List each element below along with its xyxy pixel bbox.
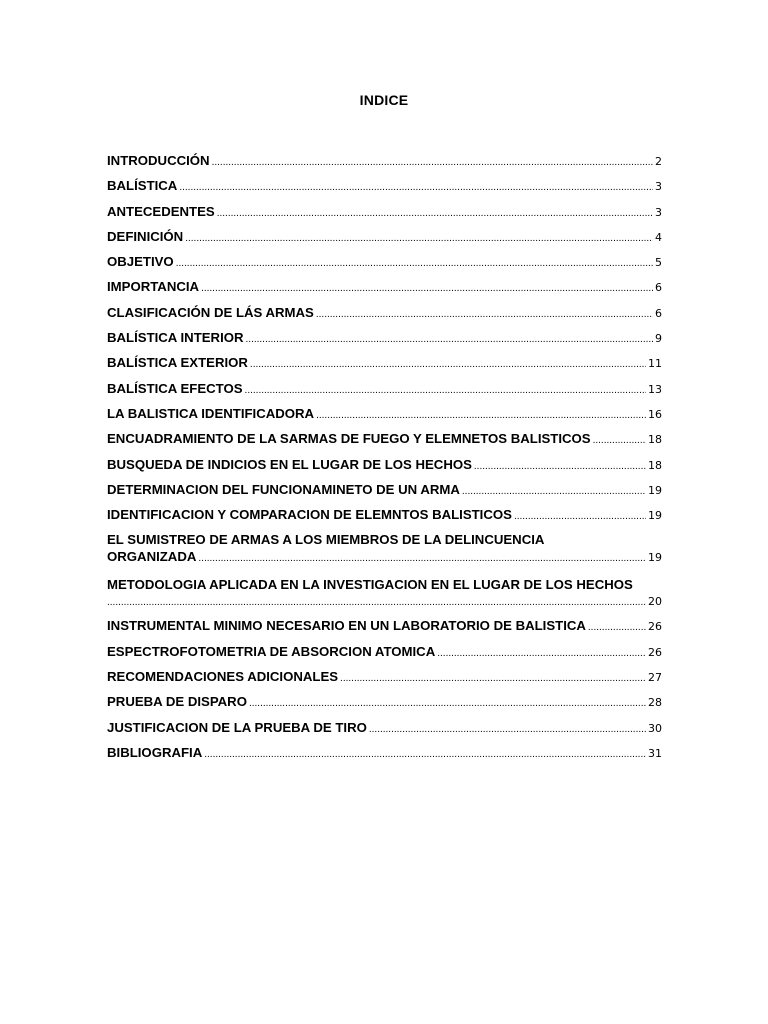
toc-entry-balistica-interior[interactable] — [107, 329, 662, 346]
toc-entry-label: PRUEBA DE DISPARO — [107, 694, 247, 710]
toc-entry-page: 11 — [648, 357, 662, 371]
toc-entry-instrumental[interactable] — [107, 617, 662, 634]
toc-entry-balistica[interactable] — [107, 177, 662, 194]
toc-entry-label: BALÍSTICA INTERIOR — [107, 330, 244, 346]
toc-entry-label: DETERMINACION DEL FUNCIONAMINETO DE UN ARMA — [107, 481, 460, 497]
toc-entry-page: 19 — [648, 483, 662, 497]
dot-leader — [179, 179, 653, 196]
toc-entry-page: 18 — [648, 458, 662, 472]
toc-entry-balistica-efectos[interactable] — [107, 380, 662, 397]
toc-entry-label: INSTRUMENTAL MINIMO NECESARIO EN UN LABORATORIO DE BALISTICA — [107, 618, 586, 634]
toc-entry-definicion[interactable] — [107, 228, 662, 245]
toc-entry-label: BUSQUEDA DE INDICIOS EN EL LUGAR DE LOS HECHOS — [107, 456, 472, 472]
toc-entry-page: 5 — [655, 256, 662, 270]
dot-leader — [176, 255, 653, 272]
toc-entry-prueba-disparo[interactable] — [107, 693, 662, 710]
dot-leader — [462, 483, 646, 500]
page-title: INDICE — [359, 92, 409, 108]
dot-leader — [217, 205, 653, 222]
dot-leader — [588, 619, 646, 636]
toc-entry-page: 16 — [648, 407, 662, 421]
toc-entry-label: RECOMENDACIONES ADICIONALES — [107, 669, 339, 685]
dot-leader — [316, 407, 646, 424]
toc-entry-metodologia[interactable] — [107, 575, 662, 610]
toc-entry-label: ANTECEDENTES — [107, 203, 215, 219]
toc-entry-label: BALÍSTICA EXTERIOR — [107, 355, 248, 371]
table-of-contents — [107, 152, 662, 769]
toc-entry-label: INTRODUCCIÓN — [107, 153, 210, 168]
dot-leader — [316, 306, 653, 323]
toc-entry-page: 2 — [655, 155, 662, 168]
dot-leader — [198, 550, 646, 567]
toc-entry-antecedentes[interactable] — [107, 203, 662, 220]
toc-entry-page: 4 — [655, 230, 662, 244]
toc-entry-label-continued: ORGANIZADA — [107, 549, 197, 565]
toc-entry-page: 19 — [648, 509, 662, 523]
toc-entry-page: 9 — [655, 332, 662, 346]
toc-entry-label: BALÍSTICA — [107, 178, 178, 194]
toc-entry-page: 13 — [648, 382, 662, 396]
toc-entry-balistica-identificadora[interactable] — [107, 405, 662, 422]
toc-entry-page: 26 — [648, 620, 662, 634]
toc-entry-label: JUSTIFICACION DE LA PRUEBA DE TIRO — [107, 719, 367, 735]
dot-leader — [250, 356, 646, 373]
toc-entry-page: 3 — [655, 180, 662, 194]
toc-entry-page: 28 — [648, 696, 662, 710]
dot-leader — [514, 508, 646, 525]
toc-entry-page: 6 — [655, 306, 662, 320]
dot-leader — [369, 721, 646, 738]
dot-leader — [201, 280, 653, 297]
toc-entry-page: 6 — [655, 281, 662, 295]
toc-entry-espectrofotometria[interactable] — [107, 643, 662, 660]
dot-leader — [204, 746, 646, 763]
dot-leader — [593, 432, 646, 449]
toc-entry-page: 18 — [648, 433, 662, 447]
toc-entry-label: IDENTIFICACION Y COMPARACION DE ELEMNTOS BALISTICOS — [107, 507, 512, 523]
toc-entry-determinacion[interactable] — [107, 481, 662, 498]
toc-entry-label: METODOLOGIA APLICADA EN LA INVESTIGACION EN EL LUGAR DE LOS HECHOS — [107, 577, 633, 593]
toc-entry-page: 27 — [648, 671, 662, 685]
toc-entry-label: BIBLIOGRAFIA — [107, 744, 203, 760]
toc-entry-page: 30 — [648, 721, 662, 735]
dot-leader — [340, 670, 646, 687]
toc-entry-label: DEFINICIÓN — [107, 228, 184, 244]
toc-entry-page: 19 — [648, 551, 662, 565]
toc-entry-encuadramiento[interactable] — [107, 430, 662, 447]
toc-entry-label: CLASIFICACIÓN DE LÁS ARMAS — [107, 304, 314, 320]
toc-entry-bibliografia[interactable] — [107, 744, 662, 761]
toc-entry-page: 31 — [648, 746, 662, 760]
toc-entry-clasificacion[interactable] — [107, 304, 662, 321]
dot-leader — [474, 458, 646, 475]
toc-entry-page: 3 — [655, 205, 662, 219]
toc-entry-busqueda[interactable] — [107, 456, 662, 473]
toc-entry-label: ESPECTROFOTOMETRIA DE ABSORCION ATOMICA — [107, 643, 436, 659]
toc-entry-label: BALÍSTICA EFECTOS — [107, 380, 243, 396]
toc-entry-label: IMPORTANCIA — [107, 279, 200, 295]
dot-leader — [249, 695, 646, 712]
dot-leader — [185, 230, 653, 247]
dot-leader — [212, 154, 653, 171]
toc-entry-label: EL SUMISTREO DE ARMAS A LOS MIEMBROS DE LA DELINCUENCIA — [107, 532, 545, 548]
toc-entry-label: LA BALISTICA IDENTIFICADORA — [107, 405, 315, 421]
toc-entry-label: ENCUADRAMIENTO DE LA SARMAS DE FUEGO Y ELEMNETOS BALISTICOS — [107, 431, 591, 447]
toc-entry-identificacion[interactable] — [107, 506, 662, 523]
toc-entry-balistica-exterior[interactable] — [107, 354, 662, 371]
toc-entry-recomendaciones[interactable] — [107, 668, 662, 685]
toc-entry-objetivo[interactable] — [107, 253, 662, 270]
dot-leader — [246, 331, 653, 348]
toc-entry-sumistreo[interactable] — [107, 531, 662, 567]
toc-entry-page: 26 — [648, 645, 662, 659]
toc-entry-importancia[interactable] — [107, 278, 662, 295]
toc-entry-label: OBJETIVO — [107, 254, 174, 270]
dot-leader — [107, 595, 646, 610]
toc-entry-justificacion[interactable] — [107, 719, 662, 736]
toc-entry-introduccion[interactable] — [107, 152, 662, 169]
dot-leader — [437, 645, 646, 662]
dot-leader — [245, 382, 646, 399]
toc-entry-page: 20 — [648, 595, 662, 609]
